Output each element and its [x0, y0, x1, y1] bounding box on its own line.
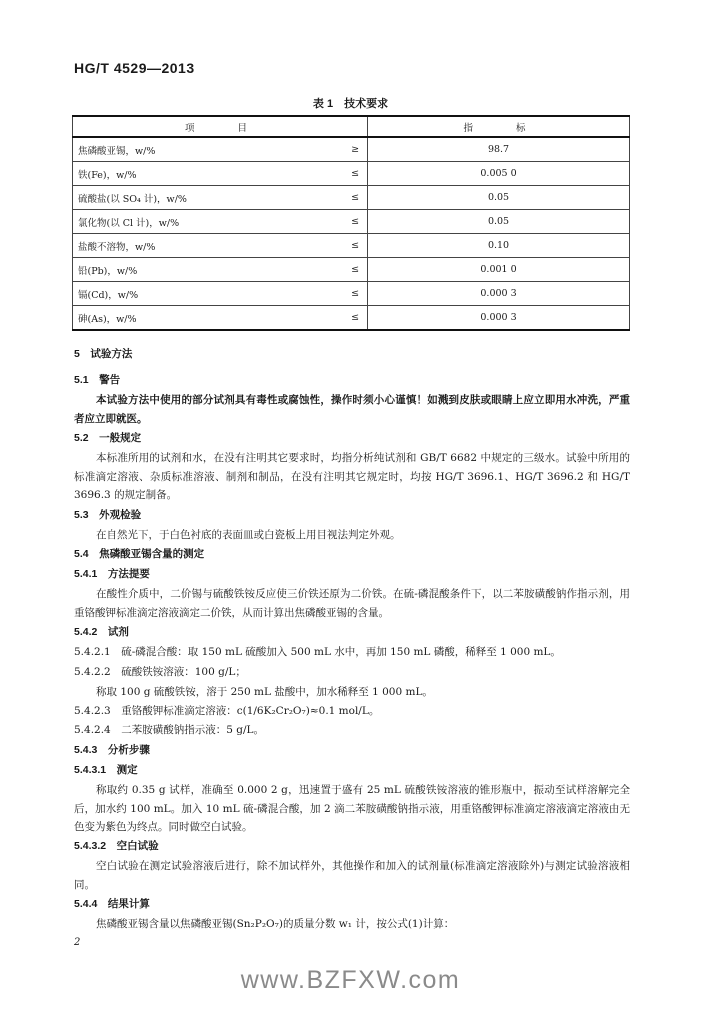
warning-text: 本试验方法中使用的部分试剂具有毒性或腐蚀性，操作时须小心谨慎！如溅到皮肤或眼睛上应立即用水冲洗，严重者应立即就医。 — [74, 394, 630, 425]
row-comparator: ≤ — [342, 186, 368, 210]
standard-code: HG/T 4529—2013 — [74, 60, 195, 76]
row-comparator: ≤ — [342, 210, 368, 234]
table-row — [73, 210, 630, 234]
table-row — [73, 234, 630, 258]
reagent-2: 5.4.2.2 硫酸铁铵溶液：100 g/L； — [74, 666, 246, 678]
table-caption: 表 1 技术要求 — [312, 98, 389, 110]
row-comparator: ≤ — [342, 282, 368, 306]
row-value: 0.10 — [368, 234, 630, 258]
reagent-1: 5.4.2.1 硫-磷混合酸：取 150 mL 硫酸加入 500 mL 水中，再加 150 mL 磷酸，稀释至 1 000 mL。 — [74, 646, 561, 658]
section-5-3-heading: 5.3 外观检验 — [74, 509, 142, 521]
row-item: 铁(Fe)，w/% — [73, 162, 342, 186]
row-item: 氯化物(以 Cl 计)，w/% — [73, 210, 342, 234]
section-5-4-4-heading: 5.4.4 结果计算 — [74, 898, 150, 910]
section-5-4-heading: 5.4 焦磷酸亚锡含量的测定 — [74, 548, 205, 560]
calculation-text: 焦磷酸亚锡含量以焦磷酸亚锡(Sn₂P₂O₇)的质量分数 w₁ 计，按公式(1)计算： — [96, 918, 455, 930]
section-5-4-3-1-heading: 5.4.3.1 测定 — [74, 764, 138, 776]
row-value: 98.7 — [368, 137, 630, 162]
blank-test-text: 空白试验在测定试验溶液后进行，除不加试样外，其他操作和加入的试剂量(标准滴定溶液除外)与测定试验溶液相同。 — [74, 860, 630, 891]
table-row — [73, 282, 630, 306]
section-5-2-heading: 5.2 一般规定 — [74, 432, 142, 444]
page-number: 2 — [74, 937, 81, 948]
reagent-4: 5.4.2.4 二苯胺磺酸钠指示液：5 g/L。 — [74, 724, 264, 736]
general-rules-text: 本标准所用的试剂和水，在没有注明其它要求时，均指分析纯试剂和 GB/T 6682 中规定的三级水。试验中所用的标准滴定溶液、杂质标准溶液、制剂和制品，在没有注明其它规定时，均按 HG/T 3696.1、HG/T 3696.2 和 HG/T 3696.3 的规定制备。 — [74, 452, 630, 501]
row-comparator: ≤ — [342, 306, 368, 331]
section-5-4-2-heading: 5.4.2 试剂 — [74, 626, 129, 638]
row-value: 0.05 — [368, 186, 630, 210]
section-5-heading: 5 试验方法 — [74, 348, 133, 360]
col-value-header: 指 标 — [368, 116, 630, 137]
row-item: 镉(Cd)，w/% — [73, 282, 342, 306]
determination-text: 称取约 0.35 g 试样，准确至 0.000 2 g，迅速置于盛有 25 mL 硫酸铁铵溶液的锥形瓶中，振动至试样溶解完全后，加水约 100 mL。加入 10 mL 硫-磷混合酸，加 2 滴二苯胺磺酸钠指示液，用重铬酸钾标准滴定溶液滴定溶液由无色变为紫色为终点。同时做空白试验。 — [74, 784, 630, 833]
row-comparator: ≤ — [342, 162, 368, 186]
table-header-row — [73, 116, 630, 137]
table-row — [73, 306, 630, 331]
row-value: 0.05 — [368, 210, 630, 234]
table-row — [73, 186, 630, 210]
row-item: 砷(As)，w/% — [73, 306, 342, 331]
row-value: 0.000 3 — [368, 306, 630, 331]
table-row — [73, 162, 630, 186]
appearance-text: 在自然光下，于白色衬底的表面皿或白瓷板上用目视法判定外观。 — [96, 529, 401, 541]
spec-table — [72, 115, 630, 331]
table-row — [73, 137, 630, 162]
row-comparator: ≤ — [342, 258, 368, 282]
section-5-4-3-heading: 5.4.3 分析步骤 — [74, 744, 150, 756]
watermark-text: www.BZFXW.com — [240, 966, 461, 994]
row-item: 硫酸盐(以 SO₄ 计)，w/% — [73, 186, 342, 210]
row-item: 铅(Pb)，w/% — [73, 258, 342, 282]
row-value: 0.005 0 — [368, 162, 630, 186]
row-item: 盐酸不溶物，w/% — [73, 234, 342, 258]
row-value: 0.000 3 — [368, 282, 630, 306]
row-value: 0.001 0 — [368, 258, 630, 282]
row-comparator: ≥ — [342, 137, 368, 162]
section-5-4-1-heading: 5.4.1 方法提要 — [74, 568, 150, 580]
section-5-4-3-2-heading: 5.4.3.2 空白试验 — [74, 840, 159, 852]
reagent-3: 5.4.2.3 重铬酸钾标准滴定溶液：c(1/6K₂Cr₂O₇)≈0.1 mol/L。 — [74, 705, 380, 717]
row-comparator: ≤ — [342, 234, 368, 258]
reagent-2-detail: 称取 100 g 硫酸铁铵，溶于 250 mL 盐酸中，加水稀释至 1 000 mL。 — [96, 686, 433, 698]
table-row — [73, 258, 630, 282]
method-summary-text: 在酸性介质中，二价锡与硫酸铁铵反应使三价铁还原为二价铁。在硫-磷混酸条件下，以二苯胺磺酸钠作指示剂，用重铬酸钾标准滴定溶液滴定二价铁，从而计算出焦磷酸亚锡的含量。 — [74, 588, 630, 619]
row-item: 焦磷酸亚锡，w/% — [73, 137, 342, 162]
col-item-header: 项 目 — [73, 116, 368, 137]
section-5-1-heading: 5.1 警告 — [74, 374, 121, 386]
